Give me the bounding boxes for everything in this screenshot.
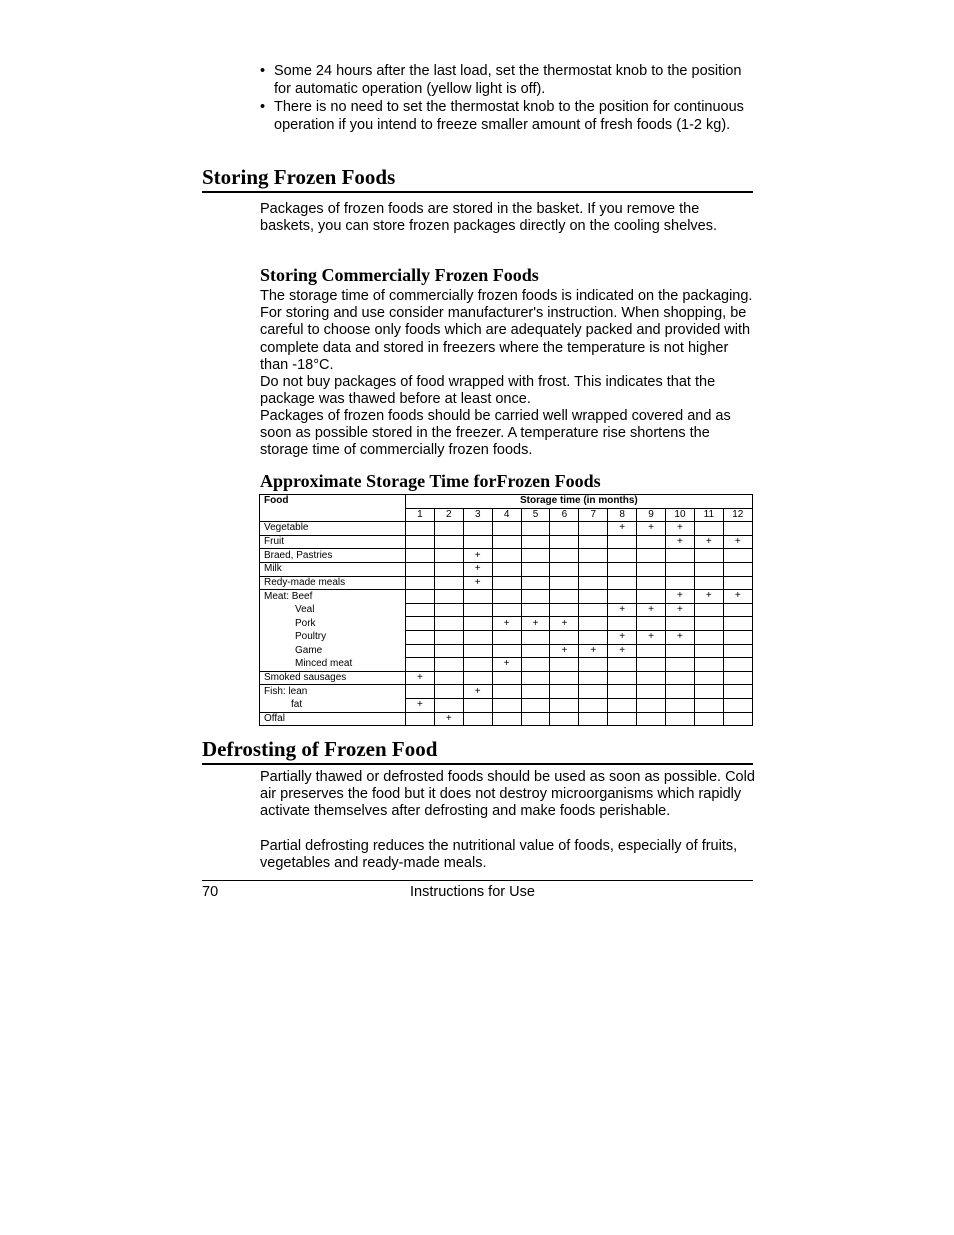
empty-cell <box>723 562 752 576</box>
empty-cell <box>406 685 435 699</box>
empty-cell <box>492 576 521 590</box>
storing-intro: Packages of frozen foods are stored in the basket. If you remove the baskets, you can store frozen packages directly on the cooling shelves. <box>260 201 718 235</box>
empty-cell <box>723 630 752 644</box>
empty-cell <box>579 712 608 726</box>
food-label: fat <box>260 698 406 712</box>
empty-cell <box>434 630 463 644</box>
storage-mark: + <box>463 576 492 590</box>
empty-cell <box>406 630 435 644</box>
month-header: 12 <box>723 508 752 522</box>
empty-cell <box>694 644 723 658</box>
empty-cell <box>492 630 521 644</box>
empty-cell <box>521 685 550 699</box>
page-footer <box>202 880 753 900</box>
commercial-paragraph-1: The storage time of commercially frozen foods is indicated on the packaging. For storing and use consider manufacturer's instruction. When shopping, be careful to choose only foods which are adequately packed and provided with complete data and stored in freezers where the temperature is not higher than -18°C. <box>260 288 753 373</box>
empty-cell <box>492 590 521 604</box>
table-row <box>260 712 753 726</box>
storage-mark: + <box>666 522 695 536</box>
empty-cell <box>666 549 695 563</box>
empty-cell <box>666 712 695 726</box>
empty-cell <box>694 630 723 644</box>
subheading-commercial: Storing Commercially Frozen Foods <box>260 265 539 285</box>
storage-mark: + <box>463 549 492 563</box>
storage-mark: + <box>608 644 637 658</box>
empty-cell <box>463 603 492 617</box>
table-row <box>260 685 753 699</box>
empty-cell <box>723 671 752 685</box>
empty-cell <box>406 617 435 631</box>
table-row <box>260 658 753 672</box>
storage-mark: + <box>463 562 492 576</box>
table-row <box>260 590 753 604</box>
empty-cell <box>579 522 608 536</box>
storage-mark: + <box>694 590 723 604</box>
empty-cell <box>406 522 435 536</box>
storage-mark: + <box>723 590 752 604</box>
storage-time-table <box>259 494 753 726</box>
empty-cell <box>550 630 579 644</box>
empty-cell <box>608 712 637 726</box>
storage-mark: + <box>637 522 666 536</box>
empty-cell <box>463 590 492 604</box>
empty-cell <box>492 685 521 699</box>
empty-cell <box>666 617 695 631</box>
empty-cell <box>550 658 579 672</box>
storage-mark: + <box>666 535 695 549</box>
empty-cell <box>666 562 695 576</box>
empty-cell <box>434 671 463 685</box>
empty-cell <box>550 698 579 712</box>
empty-cell <box>608 576 637 590</box>
food-label: Fish: lean <box>260 685 406 699</box>
empty-cell <box>666 644 695 658</box>
empty-cell <box>723 576 752 590</box>
empty-cell <box>550 603 579 617</box>
empty-cell <box>579 617 608 631</box>
empty-cell <box>550 562 579 576</box>
defrosting-paragraph-1: Partially thawed or defrosted foods should be used as soon as possible. Cold air preserves the food but it does not destroy microorganisms which rapidly activate themselves after defrosting and make foods perishable. <box>260 769 755 820</box>
bullet-list <box>258 62 758 134</box>
empty-cell <box>637 535 666 549</box>
bullet-item: • Some 24 hours after the last load, set the thermostat knob to the position for automatic operation (yellow light is off). <box>258 62 758 98</box>
storage-mark: + <box>637 630 666 644</box>
empty-cell <box>608 685 637 699</box>
empty-cell <box>637 698 666 712</box>
empty-cell <box>521 590 550 604</box>
empty-cell <box>434 658 463 672</box>
empty-cell <box>492 671 521 685</box>
food-label: Braed, Pastries <box>260 549 406 563</box>
empty-cell <box>723 549 752 563</box>
empty-cell <box>666 698 695 712</box>
empty-cell <box>463 617 492 631</box>
empty-cell <box>492 712 521 726</box>
page-number: 70 <box>202 884 219 900</box>
empty-cell <box>521 671 550 685</box>
table-row <box>260 698 753 712</box>
empty-cell <box>608 671 637 685</box>
empty-cell <box>550 590 579 604</box>
empty-cell <box>608 617 637 631</box>
empty-cell <box>637 671 666 685</box>
storage-mark: + <box>637 603 666 617</box>
empty-cell <box>723 522 752 536</box>
storage-mark: + <box>492 617 521 631</box>
storage-mark: + <box>608 630 637 644</box>
empty-cell <box>463 658 492 672</box>
food-label: Veal <box>260 603 406 617</box>
storage-mark: + <box>723 535 752 549</box>
section-heading-storing: Storing Frozen Foods <box>202 164 753 193</box>
food-label: Milk <box>260 562 406 576</box>
empty-cell <box>550 522 579 536</box>
empty-cell <box>463 698 492 712</box>
empty-cell <box>694 712 723 726</box>
empty-cell <box>637 685 666 699</box>
food-label: Fruit <box>260 535 406 549</box>
storage-time-header: Storage time (in months) <box>406 495 753 509</box>
footer-title: Instructions for Use <box>410 884 535 900</box>
empty-cell <box>666 658 695 672</box>
bullet-item: • There is no need to set the thermostat knob to the position for continuous operation if you intend to freeze smaller amount of fresh foods (1-2 kg). <box>258 98 758 134</box>
empty-cell <box>406 549 435 563</box>
commercial-paragraph-2: Do not buy packages of food wrapped with frost. This indicates that the package was thawed before at least once. <box>260 374 716 408</box>
month-header: 9 <box>637 508 666 522</box>
empty-cell <box>666 685 695 699</box>
empty-cell <box>434 522 463 536</box>
empty-cell <box>406 644 435 658</box>
food-label: Game <box>260 644 406 658</box>
food-label: Poultry <box>260 630 406 644</box>
empty-cell <box>694 603 723 617</box>
empty-cell <box>434 644 463 658</box>
empty-cell <box>694 522 723 536</box>
storage-mark: + <box>550 644 579 658</box>
storage-mark: + <box>550 617 579 631</box>
empty-cell <box>550 576 579 590</box>
empty-cell <box>723 644 752 658</box>
empty-cell <box>434 698 463 712</box>
month-header: 7 <box>579 508 608 522</box>
empty-cell <box>579 630 608 644</box>
table-row <box>260 603 753 617</box>
empty-cell <box>434 562 463 576</box>
food-label: Vegetable <box>260 522 406 536</box>
food-label: Redy-made meals <box>260 576 406 590</box>
storage-mark: + <box>406 671 435 685</box>
empty-cell <box>637 562 666 576</box>
empty-cell <box>434 685 463 699</box>
empty-cell <box>694 576 723 590</box>
empty-cell <box>406 658 435 672</box>
empty-cell <box>694 698 723 712</box>
empty-cell <box>694 685 723 699</box>
empty-cell <box>694 617 723 631</box>
empty-cell <box>579 603 608 617</box>
table-row <box>260 644 753 658</box>
empty-cell <box>608 562 637 576</box>
empty-cell <box>406 535 435 549</box>
empty-cell <box>434 603 463 617</box>
empty-cell <box>406 712 435 726</box>
empty-cell <box>579 685 608 699</box>
food-label: Minced meat <box>260 658 406 672</box>
storage-mark: + <box>492 658 521 672</box>
storage-mark: + <box>608 522 637 536</box>
empty-cell <box>550 535 579 549</box>
month-header: 2 <box>434 508 463 522</box>
empty-cell <box>723 712 752 726</box>
month-header: 1 <box>406 508 435 522</box>
empty-cell <box>550 549 579 563</box>
empty-cell <box>637 712 666 726</box>
table-row <box>260 617 753 631</box>
empty-cell <box>550 671 579 685</box>
food-label: Offal <box>260 712 406 726</box>
empty-cell <box>579 562 608 576</box>
empty-cell <box>550 685 579 699</box>
empty-cell <box>434 590 463 604</box>
storage-mark: + <box>406 698 435 712</box>
empty-cell <box>608 590 637 604</box>
empty-cell <box>521 535 550 549</box>
month-header: 11 <box>694 508 723 522</box>
empty-cell <box>406 603 435 617</box>
empty-cell <box>463 630 492 644</box>
table-row <box>260 562 753 576</box>
table-row <box>260 549 753 563</box>
empty-cell <box>579 698 608 712</box>
food-column-header: Food <box>260 495 406 522</box>
empty-cell <box>723 698 752 712</box>
table-row <box>260 576 753 590</box>
section-heading-defrosting: Defrosting of Frozen Food <box>202 736 753 765</box>
empty-cell <box>608 535 637 549</box>
empty-cell <box>579 549 608 563</box>
empty-cell <box>694 658 723 672</box>
empty-cell <box>492 522 521 536</box>
empty-cell <box>492 698 521 712</box>
empty-cell <box>521 562 550 576</box>
empty-cell <box>694 671 723 685</box>
empty-cell <box>637 617 666 631</box>
empty-cell <box>492 535 521 549</box>
empty-cell <box>463 671 492 685</box>
empty-cell <box>521 658 550 672</box>
empty-cell <box>521 630 550 644</box>
empty-cell <box>434 535 463 549</box>
storage-mark: + <box>694 535 723 549</box>
empty-cell <box>608 658 637 672</box>
empty-cell <box>579 590 608 604</box>
empty-cell <box>666 671 695 685</box>
storage-mark: + <box>666 603 695 617</box>
empty-cell <box>521 644 550 658</box>
empty-cell <box>637 549 666 563</box>
table-body <box>260 522 753 726</box>
empty-cell <box>666 576 695 590</box>
empty-cell <box>579 576 608 590</box>
storage-mark: + <box>434 712 463 726</box>
storage-mark: + <box>521 617 550 631</box>
empty-cell <box>463 712 492 726</box>
month-header: 5 <box>521 508 550 522</box>
empty-cell <box>608 549 637 563</box>
empty-cell <box>434 549 463 563</box>
empty-cell <box>579 535 608 549</box>
storage-mark: + <box>579 644 608 658</box>
storage-mark: + <box>666 630 695 644</box>
empty-cell <box>521 522 550 536</box>
empty-cell <box>406 576 435 590</box>
empty-cell <box>521 549 550 563</box>
empty-cell <box>521 712 550 726</box>
empty-cell <box>434 617 463 631</box>
empty-cell <box>492 562 521 576</box>
empty-cell <box>579 671 608 685</box>
storage-mark: + <box>463 685 492 699</box>
empty-cell <box>608 698 637 712</box>
empty-cell <box>492 644 521 658</box>
table-row <box>260 535 753 549</box>
empty-cell <box>723 603 752 617</box>
empty-cell <box>406 562 435 576</box>
empty-cell <box>521 603 550 617</box>
table-row <box>260 671 753 685</box>
empty-cell <box>463 522 492 536</box>
empty-cell <box>492 549 521 563</box>
empty-cell <box>521 576 550 590</box>
empty-cell <box>637 576 666 590</box>
empty-cell <box>406 590 435 604</box>
table-row <box>260 630 753 644</box>
empty-cell <box>723 617 752 631</box>
month-header: 10 <box>666 508 695 522</box>
food-label: Smoked sausages <box>260 671 406 685</box>
empty-cell <box>463 644 492 658</box>
month-header: 3 <box>463 508 492 522</box>
empty-cell <box>463 535 492 549</box>
empty-cell <box>637 590 666 604</box>
empty-cell <box>637 644 666 658</box>
month-header: 4 <box>492 508 521 522</box>
month-header: 6 <box>550 508 579 522</box>
subheading-storage-table: Approximate Storage Time forFrozen Foods <box>260 471 601 491</box>
month-header: 8 <box>608 508 637 522</box>
empty-cell <box>521 698 550 712</box>
food-label: Meat: Beef <box>260 590 406 604</box>
food-label: Pork <box>260 617 406 631</box>
commercial-paragraph-3: Packages of frozen foods should be carried well wrapped covered and as soon as possible stored in the freezer. A temperature rise shortens the storage time of commercially frozen foods. <box>260 408 731 459</box>
defrosting-paragraph-2: Partial defrosting reduces the nutritional value of foods, especially of fruits, vegetables and ready-made meals. <box>260 838 738 872</box>
empty-cell <box>723 658 752 672</box>
table-row <box>260 522 753 536</box>
empty-cell <box>579 658 608 672</box>
empty-cell <box>694 549 723 563</box>
empty-cell <box>694 562 723 576</box>
empty-cell <box>723 685 752 699</box>
storage-mark: + <box>608 603 637 617</box>
empty-cell <box>637 658 666 672</box>
storage-mark: + <box>666 590 695 604</box>
empty-cell <box>492 603 521 617</box>
empty-cell <box>434 576 463 590</box>
empty-cell <box>550 712 579 726</box>
